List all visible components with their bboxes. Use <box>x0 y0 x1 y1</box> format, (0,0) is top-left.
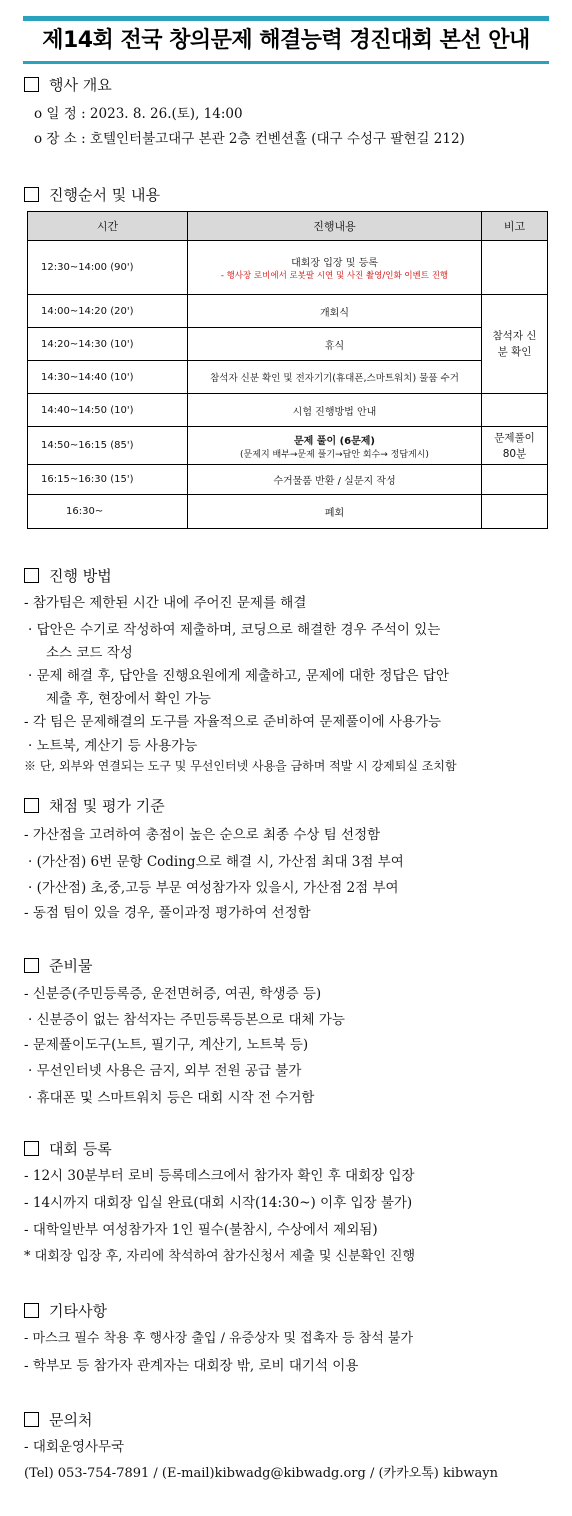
row-note <box>482 394 548 427</box>
section-contact-heading <box>24 1409 92 1430</box>
checkbox-square-icon <box>24 1303 39 1318</box>
table-row <box>28 427 548 465</box>
schedule-table <box>27 211 548 529</box>
row-note <box>482 465 548 495</box>
header-time: 시간 <box>28 212 188 241</box>
etc-line: - 학부모 등 참가자 관계자는 대회장 밖, 로비 대기석 이용 <box>24 1358 359 1374</box>
page-title: 제14회 전국 창의문제 해결능력 경진대회 본선 안내 <box>42 28 530 53</box>
row-content: 개회식 <box>188 295 482 328</box>
checkbox-square-icon <box>24 798 39 813</box>
registration-line: - 대학일반부 여성참가자 1인 필수(불참시, 수상에서 제외됨) <box>24 1222 378 1238</box>
method-line: · 노트북, 계산기 등 사용가능 <box>28 738 198 754</box>
table-row <box>28 241 548 295</box>
row-content: 시험 진행방법 안내 <box>188 394 482 427</box>
supplies-line: - 문제풀이도구(노트, 필기구, 계산기, 노트북 등) <box>24 1037 309 1053</box>
method-line: 소스 코드 작성 <box>46 645 133 661</box>
overview-date: o 일 정 : 2023. 8. 26.(토), 14:00 <box>34 106 243 122</box>
row-content: 휴식 <box>188 328 482 361</box>
supplies-line: - 신분증(주민등록증, 운전면허증, 여권, 학생증 등) <box>24 986 322 1002</box>
table-header-row <box>28 212 548 241</box>
method-line: ※ 단, 외부와 연결되는 도구 및 무선인터넷 사용을 금하며 적발 시 강제퇴실 조치함 <box>24 759 457 773</box>
row-content: 수거물품 반환 / 실문지 작성 <box>188 465 482 495</box>
registration-line: - 14시까지 대회장 입실 완료(대회 시작(14:30~) 이후 입장 불가) <box>24 1195 413 1211</box>
row-content: 참석자 신분 확인 및 전자기기(휴대폰,스마트워치) 물품 수거 <box>188 361 482 394</box>
section-title: 채점 및 평가 기준 <box>49 797 165 815</box>
section-overview-heading <box>24 74 112 95</box>
table-row <box>28 328 548 361</box>
supplies-line: · 무선인터넷 사용은 금지, 외부 전원 공급 불가 <box>28 1063 302 1079</box>
checkbox-square-icon <box>24 187 39 202</box>
section-scoring-heading <box>24 795 165 816</box>
row-time: 16:15~16:30 (15') <box>28 465 188 495</box>
table-row <box>28 295 548 328</box>
overview-place: o 장 소 : 호텔인터불고대구 본관 2층 컨벤션홀 (대구 수성구 팔현길 212) <box>34 131 465 147</box>
row-note <box>482 241 548 295</box>
checkbox-square-icon <box>24 1412 39 1427</box>
section-method-heading <box>24 565 112 586</box>
scoring-line: · (가산점) 6번 문항 Coding으로 해결 시, 가산점 최대 3점 부여 <box>28 854 404 870</box>
method-line: · 답안은 수기로 작성하여 제출하며, 코딩으로 해결한 경우 주석이 있는 <box>28 622 441 638</box>
checkbox-square-icon <box>24 1141 39 1156</box>
row-note-checkin <box>482 295 548 394</box>
scoring-line: - 동점 팀이 있을 경우, 풀이과정 평가하여 선정함 <box>24 905 311 921</box>
section-title: 기타사항 <box>49 1302 107 1320</box>
table-row <box>28 495 548 529</box>
scoring-line: - 가산점을 고려하여 총점이 높은 순으로 최종 수상 팀 선정함 <box>24 827 381 843</box>
supplies-line: · 신분증이 없는 참석자는 주민등록등본으로 대체 가능 <box>28 1012 345 1028</box>
row-time: 14:40~14:50 (10') <box>28 394 188 427</box>
row-time: 14:50~16:15 (85') <box>28 427 188 465</box>
title-bottom-bar <box>23 61 549 64</box>
section-title: 진행 방법 <box>49 567 112 585</box>
row-note-solve <box>482 427 548 465</box>
section-title: 대회 등록 <box>49 1140 112 1158</box>
section-title: 문의처 <box>49 1411 93 1429</box>
row-content-main: 문제 풀이 (6문제) <box>293 435 376 447</box>
method-line: 제출 후, 현장에서 확인 가능 <box>46 691 211 707</box>
row-content-sub: - 행사장 로비에서 로봇팔 시연 및 사진 촬영/인화 이벤트 진행 <box>220 271 449 281</box>
table-row <box>28 361 548 394</box>
table-row <box>28 465 548 495</box>
row-content-main: 대회장 입장 및 등록 <box>291 258 378 269</box>
row-content-sub: (문제지 배부→문제 풀기→답안 회수→ 정답게시) <box>240 449 429 460</box>
header-note: 비고 <box>482 212 548 241</box>
method-line: - 각 팀은 문제해결의 도구를 자율적으로 준비하여 문제풀이에 사용가능 <box>24 714 442 730</box>
row-time: 14:00~14:20 (20') <box>28 295 188 328</box>
section-etc-heading <box>24 1300 107 1321</box>
row-time: 16:30~ <box>28 495 188 529</box>
supplies-line: · 휴대폰 및 스마트워치 등은 대회 시작 전 수거함 <box>28 1090 315 1106</box>
row-time: 12:30~14:00 (90') <box>28 241 188 295</box>
method-line: · 문제 해결 후, 답안을 진행요원에게 제출하고, 문제에 대한 정답은 답안 <box>28 668 449 684</box>
checkbox-square-icon <box>24 77 39 92</box>
checkbox-square-icon <box>24 568 39 583</box>
section-title: 행사 개요 <box>49 76 112 94</box>
row-content <box>188 241 482 295</box>
checkbox-square-icon <box>24 958 39 973</box>
method-line: - 참가팀은 제한된 시간 내에 주어진 문제를 해결 <box>24 595 307 611</box>
section-title: 준비물 <box>49 957 93 975</box>
registration-line: * 대회장 입장 후, 자리에 착석하여 참가신청서 제출 및 신분확인 진행 <box>24 1249 416 1264</box>
etc-line: - 마스크 필수 착용 후 행사장 출입 / 유증상자 및 접촉자 등 참석 불가 <box>24 1331 414 1346</box>
row-time: 14:30~14:40 (10') <box>28 361 188 394</box>
registration-line: - 12시 30분부터 로비 등록데스크에서 참가자 확인 후 대회장 입장 <box>24 1168 415 1184</box>
row-content: 폐회 <box>188 495 482 529</box>
row-time: 14:20~14:30 (10') <box>28 328 188 361</box>
section-schedule-heading <box>24 184 160 205</box>
section-supplies-heading <box>24 955 92 976</box>
section-registration-heading <box>24 1138 112 1159</box>
contact-line: (Tel) 053-754-7891 / (E-mail)kibwadg@kibwadg.org / (카카오톡) kibwayn <box>24 1466 498 1481</box>
row-note <box>482 495 548 529</box>
note-checkin-text: 참석자 신분 확인 <box>492 330 537 358</box>
scoring-line: · (가산점) 초,중,고등 부문 여성참가자 있을시, 가산점 2점 부여 <box>28 880 399 896</box>
header-content: 진행내용 <box>188 212 482 241</box>
row-content <box>188 427 482 465</box>
section-title: 진행순서 및 내용 <box>49 186 160 204</box>
contact-line: - 대회운영사무국 <box>24 1439 125 1455</box>
note-solve-text: 문제풀이 80분 <box>494 431 535 460</box>
table-row <box>28 394 548 427</box>
